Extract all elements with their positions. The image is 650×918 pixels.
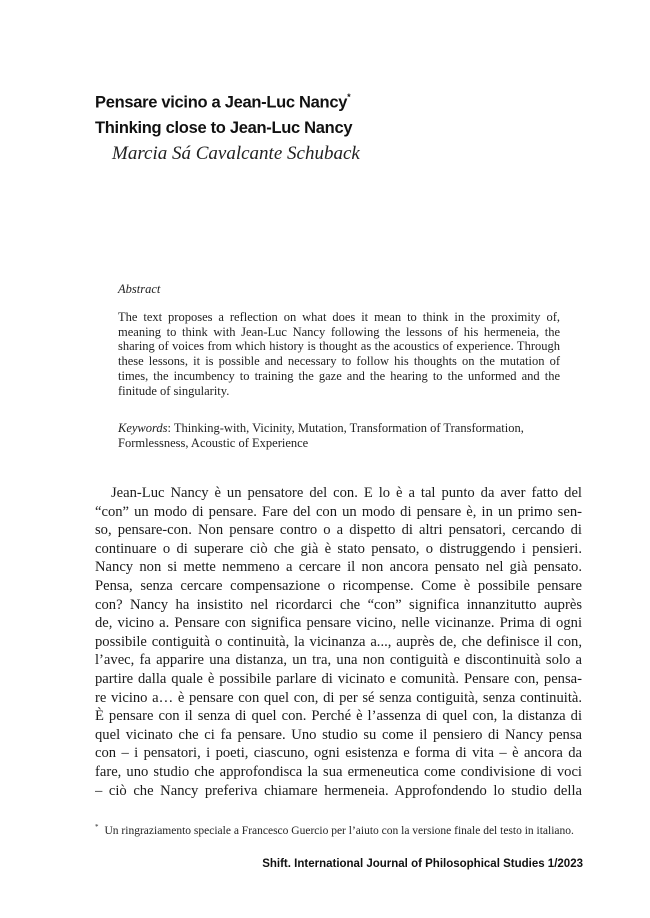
body-line: – ciò che Nancy preferiva chiamare hermeneia. Approfondendo lo studio della (95, 782, 582, 799)
body-line: de, vicino a. Pensare con significa pensare vicino, nelle vicinanze. Prima di ogni (95, 615, 582, 632)
keywords-label: Keywords (118, 421, 168, 435)
body-line: Pensa, senza cercare compensazione o ricompense. Come è possibile pensare (95, 577, 582, 594)
body-line: partire dalla quale è possibile parlare di vicinato e comunità. Pensare con, pensa- (95, 670, 582, 687)
body-line: È pensare con il senza di quel con. Perché è l’assenza di quel con, la distanza di (95, 708, 582, 725)
body-line: so, pensare-con. Non pensare contro o a dispetto di altri pensatori, cercando di (95, 522, 582, 539)
footnote-text: Un ringraziamento speciale a Francesco Guercio per l’aiuto con la versione finale del testo in italiano. (104, 824, 574, 837)
title-english: Thinking close to Jean-Luc Nancy (95, 119, 353, 137)
author-name: Marcia Sá Cavalcante Schuback (112, 143, 360, 164)
body-line: con – i pensatori, i poeti, ciascuno, ogni esistenza e forma di vita – è ancora da (95, 745, 582, 762)
body-line: fare, uno studio che approfondisca la sua ermeneutica come condivisione di voci (95, 763, 582, 780)
body-line: Nancy non si mette nemmeno a cercare il non ancora pensato nel già pensato. (95, 559, 582, 576)
footnote-mark: * (95, 823, 99, 831)
abstract-text: The text proposes a reflection on what does it mean to think in the proximity of, meaning to think with Jean-Luc Nancy following the lessons of his hermeneia, the sharing of voices from which history is thought as the acoustics of experience. Through these lessons, it is possible and necessary to follow his thoughts on the mutation of times, the incumbency to training the gaze and the hearing to the unformed and the finitude of singularity. (118, 310, 560, 398)
title-footnote-mark: * (347, 92, 351, 102)
body-line: Jean-Luc Nancy è un pensatore del con. E lo è a tal punto da aver fatto del (111, 485, 582, 501)
body-line: con? Nancy ha insistito nel ricordarci che “con” significa innanzitutto auprès (95, 596, 582, 613)
keywords-list: : Thinking-with, Vicinity, Mutation, Transformation of Transformation, Formlessness, Acoustic of Experience (118, 421, 524, 450)
body-text (95, 484, 582, 800)
abstract-heading: Abstract (118, 282, 161, 296)
footnote (95, 820, 585, 838)
title-italian: Pensare vicino a Jean-Luc Nancy* (95, 92, 351, 112)
body-line: continuare o di superare ciò che già è stato pensato, o distruggendo i pensieri. (95, 540, 582, 557)
journal-footer: Shift. International Journal of Philosophical Studies 1/2023 (262, 858, 583, 870)
body-line: possibile contiguità o continuità, la vicinanza a..., auprès de, che definisce il con, (95, 633, 582, 650)
body-line: re vicino a… è pensare con quel con, di per sé senza contiguità, senza continuità. (95, 689, 582, 706)
body-line: quel vicinato che ci fa pensare. Uno studio su come il pensiero di Nancy pensa (95, 726, 582, 743)
keywords (118, 421, 560, 450)
body-line: l’avec, fa apparire una distanza, un tra, una non contiguità e discontinuità solo a (95, 652, 582, 669)
body-line: “con” un modo di pensare. Fare del con un modo di pensare è, in un primo sen- (95, 503, 582, 520)
